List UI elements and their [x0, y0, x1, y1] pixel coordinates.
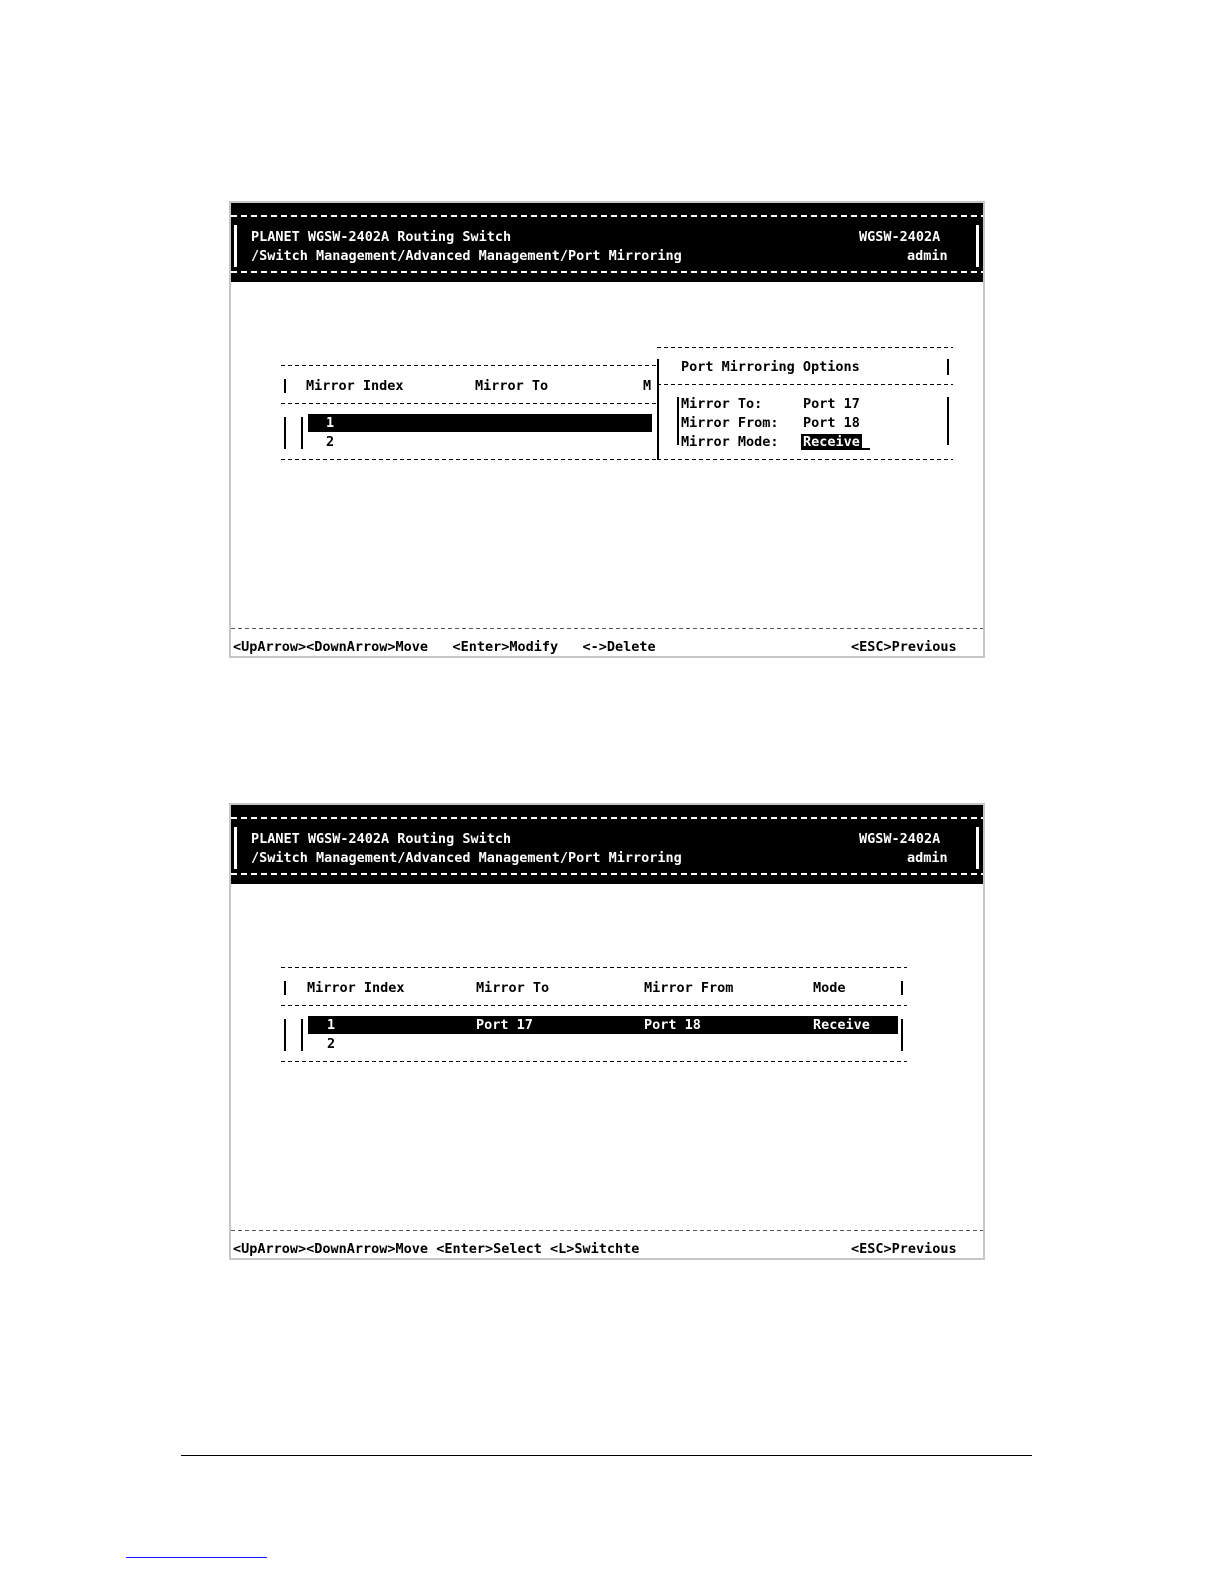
row-mode: Receive [813, 1017, 870, 1033]
footer-keys: <UpArrow><DownArrow>Move <Enter>Select <L>Switchte [233, 1241, 640, 1257]
mirror-to-value[interactable]: Port 17 [803, 396, 860, 412]
col-mirror-index: Mirror Index [306, 378, 404, 394]
text-cursor [862, 435, 870, 450]
header-title: PLANET WGSW-2402A Routing Switch [251, 229, 512, 245]
table-row[interactable]: 2 [326, 434, 335, 450]
footer-keys: <UpArrow><DownArrow>Move <Enter>Modify <->Delete [233, 639, 656, 655]
col-truncated: M [643, 378, 652, 394]
col-mode: Mode [813, 980, 846, 996]
mirror-mode-label: Mirror Mode: [681, 434, 779, 450]
header-user: admin [907, 850, 948, 866]
header-device: WGSW-2402A [859, 229, 941, 245]
col-mirror-to: Mirror To [476, 980, 550, 996]
col-mirror-from: Mirror From [644, 980, 734, 996]
options-title: Port Mirroring Options [681, 359, 860, 375]
row-mirror-from: Port 18 [644, 1017, 701, 1033]
table-row[interactable]: 2 [327, 1036, 336, 1052]
mirror-from-label: Mirror From: [681, 415, 779, 431]
header-bar [231, 203, 983, 282]
header-path: /Switch Management/Advanced Management/Port Mirroring [251, 850, 682, 866]
terminal-window-list [229, 803, 985, 1260]
header-device: WGSW-2402A [859, 831, 941, 847]
header-bar [231, 805, 983, 884]
table-row-selected[interactable] [308, 1016, 898, 1034]
row-index: 1 [327, 1017, 336, 1033]
col-mirror-index: Mirror Index [307, 980, 405, 996]
mirror-to-label: Mirror To: [681, 396, 763, 412]
col-mirror-to: Mirror To [475, 378, 549, 394]
footer-esc: <ESC>Previous [851, 639, 957, 655]
header-title: PLANET WGSW-2402A Routing Switch [251, 831, 512, 847]
mirror-mode-value[interactable]: Receive [803, 434, 860, 450]
header-path: /Switch Management/Advanced Management/Port Mirroring [251, 248, 682, 264]
mirror-mode-field[interactable] [801, 434, 870, 450]
mirror-from-value[interactable]: Port 18 [803, 415, 860, 431]
page-footer-rule [181, 1455, 1032, 1456]
terminal-window-modify [229, 201, 985, 658]
page-link-underline [126, 1557, 267, 1558]
row-mirror-to: Port 17 [476, 1017, 533, 1033]
footer-esc: <ESC>Previous [851, 1241, 957, 1257]
table-row-selected[interactable] [308, 414, 652, 432]
row-index: 1 [326, 415, 335, 431]
header-user: admin [907, 248, 948, 264]
